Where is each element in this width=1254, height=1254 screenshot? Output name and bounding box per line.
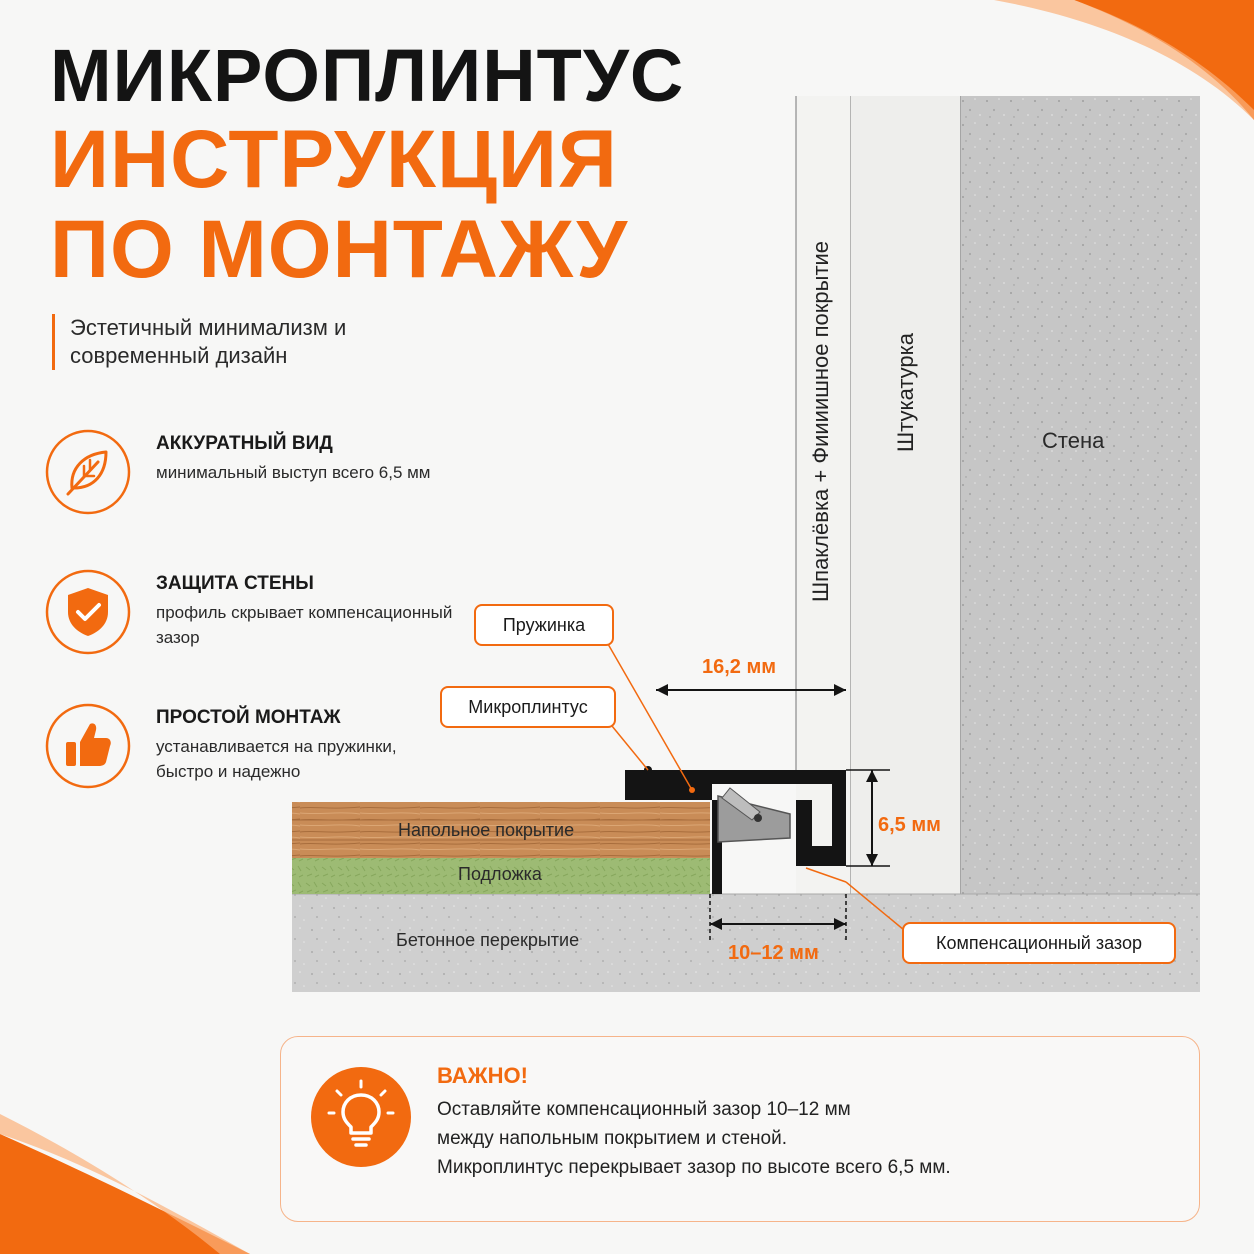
callout-spring: Пружинка	[474, 604, 614, 646]
callout-microplinth: Микроплинтус	[440, 686, 616, 728]
feature-text: профиль скрывает компенсационный зазор	[156, 603, 453, 647]
page-title-accent-line1: ИНСТРУКЦИЯ	[50, 114, 618, 205]
feature-title: ПРОСТОЙ МОНТАЖ	[156, 707, 341, 728]
important-line: Микроплинтус перекрывает зазор по высоте всего 6,5 мм.	[437, 1157, 951, 1178]
important-line: между напольным покрытием и стеной.	[437, 1128, 787, 1149]
subtitle: Эстетичный минимализм и современный дизайн	[70, 315, 347, 368]
dimension-depth: 16,2 мм	[702, 656, 777, 678]
label-wall-layer: Стена	[1042, 428, 1105, 453]
label-underlay: Подложка	[458, 864, 542, 884]
feature-text: устанавливается на пружинки, быстро и надежно	[156, 737, 397, 781]
dimension-gap: 10–12 мм	[728, 942, 819, 964]
page-title-accent-line2: ПО МОНТАЖУ	[50, 204, 629, 295]
important-note	[280, 1036, 1200, 1222]
layer-plaster	[850, 96, 960, 894]
label-floor-cover: Напольное покрытие	[398, 820, 575, 840]
callout-compensation-gap: Компенсационный зазор	[902, 922, 1176, 964]
feature-text: минимальный выступ всего 6,5 мм	[156, 463, 431, 482]
label-plaster-layer: Штукатурка	[893, 332, 918, 452]
feature-title: ЗАЩИТА СТЕНЫ	[156, 573, 314, 594]
important-text	[437, 1095, 1157, 1182]
lightbulb-icon	[309, 1065, 413, 1169]
important-line: Оставляйте компенсационный зазор 10–12 мм	[437, 1099, 851, 1120]
layer-wall	[960, 96, 1200, 894]
feature-title: АККУРАТНЫЙ ВИД	[156, 433, 333, 454]
dimension-height: 6,5 мм	[878, 814, 941, 836]
label-finish-layer: Шпаклёвка + Фиииишное покрытие	[808, 240, 833, 602]
label-slab: Бетонное перекрытие	[396, 930, 580, 950]
important-title: ВАЖНО!	[437, 1063, 528, 1088]
page-title: МИКРОПЛИНТУС	[50, 34, 685, 117]
